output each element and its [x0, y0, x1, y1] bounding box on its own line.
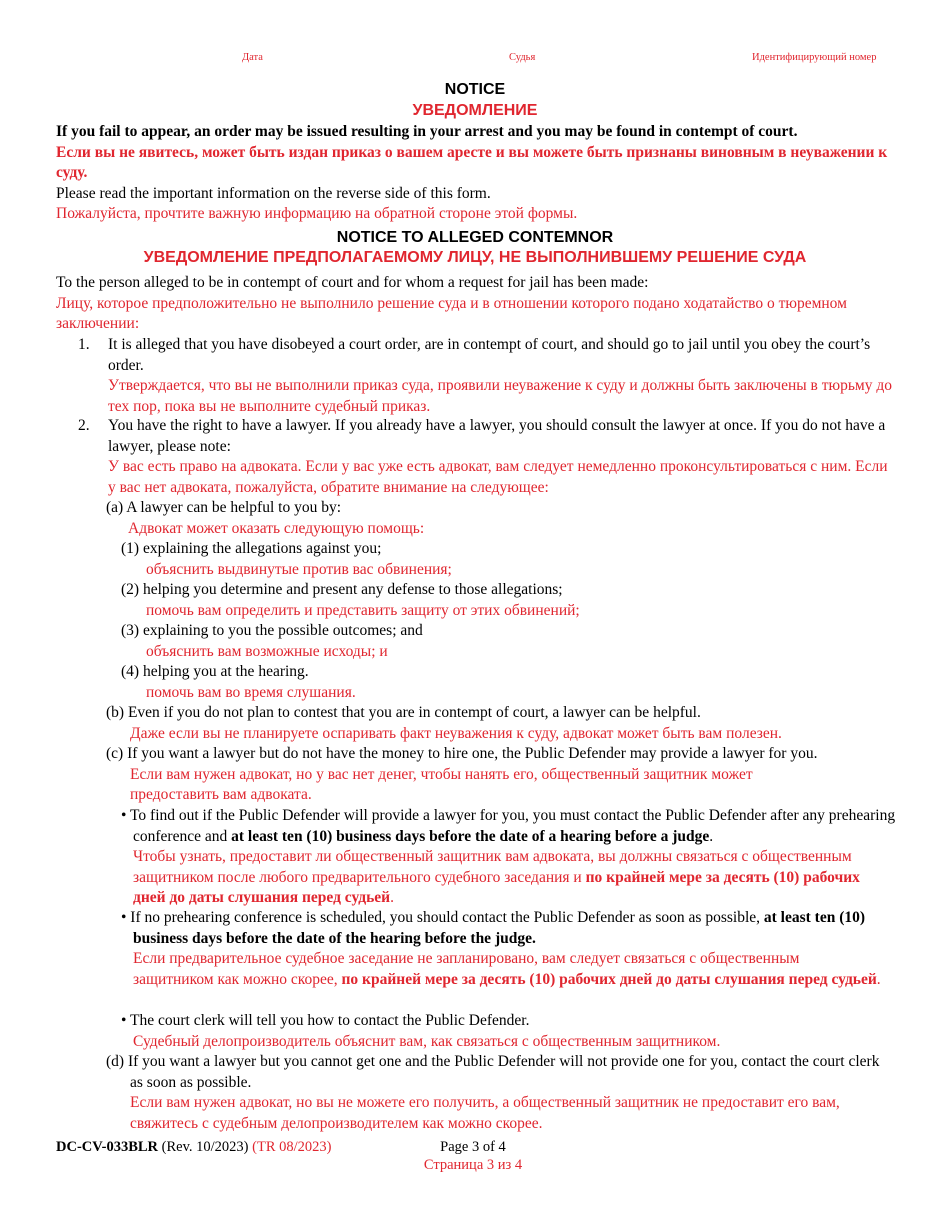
read-reverse-en: Please read the important information on the reverse side of this form.	[56, 184, 491, 202]
bullet-1-en-text: • To find out if the Public Defender will provide a lawyer for you, you must contact the Public Defender after any prehearing conference and	[121, 807, 896, 845]
translation-revision: (TR 08/2023)	[252, 1139, 332, 1155]
bullet-1	[121, 806, 900, 909]
item-1-en: It is alleged that you have disobeyed a court order, are in contempt of court, and should go to jail until you obey the court’s order.	[108, 336, 871, 374]
sub-c-ru: Если вам нужен адвокат, но у вас нет денег, чтобы нанять его, общественный защитник может предоставить вам адвоката.	[130, 765, 753, 803]
bullet-2-ru	[121, 949, 900, 990]
warning-ru: Если вы не явитесь, может быть издан приказ о вашем аресте и вы можете быть признаны виновным в неуважении к суду.	[56, 143, 888, 181]
sub-a4-en: (4) helping you at the hearing.	[121, 663, 309, 680]
item-2-en: You have the right to have a lawyer. If you already have a lawyer, you should consult the lawyer at once. If you do not have a lawyer, please note:	[108, 417, 886, 455]
bullet-2-en-text: • If no prehearing conference is scheduled, you should contact the Public Defender as soon as possible,	[121, 909, 764, 926]
sub-b-ru: Даже если вы не планируете оспаривать факт неуважения к суду, адвокат может быть вам полезен.	[130, 724, 782, 742]
bullet-3-ru: Судебный делопроизводитель объяснит вам, как связаться с общественным защитником.	[133, 1032, 721, 1050]
item-1-number: 1.	[78, 336, 90, 353]
form-revision: (Rev. 10/2023)	[158, 1139, 253, 1155]
item-1-ru: Утверждается, что вы не выполнили приказ суда, проявили неуважение к суду и должны быть заключены в тюрьму до тех пор, пока вы не выполните судебный приказ.	[108, 377, 892, 415]
sub-a2-en: (2) helping you determine and present any defense to those allegations;	[121, 581, 563, 598]
sub-a3-ru: объяснить вам возможные исходы; и	[146, 642, 388, 660]
sub-c	[106, 744, 900, 806]
read-reverse-ru: Пожалуйста, прочтите важную информацию на обратной стороне этой формы.	[56, 205, 578, 222]
sub-d-ru: Если вам нужен адвокат, но вы не можете его получить, а общественный защитник не предоставит его вам, свяжитесь с судебным делопроизводителем как можно скорее.	[130, 1094, 840, 1132]
item-2-number: 2.	[78, 417, 90, 434]
item-1	[108, 335, 896, 417]
bullet-1-en-bold: at least ten (10) business days before the date of a hearing before a judge	[231, 827, 710, 845]
sub-d	[106, 1052, 896, 1134]
bullet-2-en-bold: at least ten (10) business days before the date of the hearing before the judge.	[133, 909, 866, 947]
sub-b	[106, 703, 894, 744]
bullet-1-en-end: .	[709, 827, 714, 845]
form-number: DC-CV-033BLR	[56, 1139, 159, 1155]
bullet-1-ru	[121, 847, 900, 909]
sub-d-en: (d) If you want a lawyer but you cannot get one and the Public Defender will not provide one for you, contact the court clerk as soon as possible.	[106, 1053, 880, 1091]
intro-ru: Лицу, которое предположительно не выполнило решение суда и в отношении которого подано ходатайство о тюремном заключении:	[56, 294, 847, 332]
notice-title: NOTICE	[444, 81, 506, 98]
page-number-ru: Страница 3 из 4	[423, 1157, 523, 1173]
date-label: Дата	[242, 52, 263, 63]
notice-title-ru: УВЕДОМЛЕНИЕ	[412, 102, 538, 119]
contemnor-intro	[56, 273, 894, 335]
bullet-1-en	[121, 806, 900, 847]
warning-en: If you fail to appear, an order may be issued resulting in your arrest and you may be found in contempt of court.	[56, 123, 798, 140]
judge-label: Судья	[509, 52, 536, 63]
sub-a1-ru: объяснить выдвинутые против вас обвинения;	[146, 560, 452, 578]
bullet-2-ru-bold: по крайней мере за десять (10) рабочих дней до даты слушания перед судьей	[341, 970, 877, 988]
sub-c-en: (c) If you want a lawyer but do not have the money to hire one, the Public Defender may provide a lawyer for you.	[106, 745, 818, 762]
bullet-3-en: • The court clerk will tell you how to contact the Public Defender.	[121, 1012, 530, 1029]
sub-a2-ru: помочь вам определить и представить защиту от этих обвинений;	[146, 601, 580, 619]
contemnor-title: NOTICE TO ALLEGED CONTEMNOR	[336, 229, 614, 246]
bullet-1-ru-end: .	[390, 889, 394, 906]
id-number-label: Идентифицирующий номер	[752, 52, 877, 63]
sub-a-en: (a) A lawyer can be helpful to you by:	[106, 499, 342, 516]
bullet-2	[121, 908, 900, 990]
bullet-1-ru-bold: по крайней мере за десять (10) рабочих дней до даты слушания перед судьей	[133, 868, 860, 906]
sub-a-ru: Адвокат может оказать следующую помощь:	[128, 519, 425, 537]
form-id	[56, 1138, 331, 1156]
bullet-2-ru-text: Если предварительное судебное заседание не запланировано, вам следует связаться с общественным защитником как можно скорее,	[133, 950, 800, 988]
notice-body	[56, 122, 894, 225]
bullet-2-en	[121, 908, 900, 949]
sub-a	[106, 498, 894, 539]
intro-en: To the person alleged to be in contempt of court and for whom a request for jail has been made:	[56, 274, 649, 291]
bullet-2-ru-end: .	[876, 970, 881, 988]
item-2	[108, 416, 896, 498]
page-number: Page 3 of 4	[440, 1139, 506, 1155]
sub-a-list	[121, 539, 894, 703]
sub-a4-ru: помочь вам во время слушания.	[146, 683, 356, 701]
sub-a1-en: (1) explaining the allegations against you;	[121, 540, 382, 557]
contemnor-title-ru: УВЕДОМЛЕНИЕ ПРЕДПОЛАГАЕМОМУ ЛИЦУ, НЕ ВЫПОЛНИВШЕМУ РЕШЕНИЕ СУДА	[143, 249, 807, 266]
bullet-3	[121, 1011, 900, 1052]
item-2-ru: У вас есть право на адвоката. Если у вас уже есть адвокат, вам следует немедленно проконсультироваться с ним. Если у вас нет адвоката, пожалуйста, обратите внимание на следующее:	[108, 458, 888, 496]
bullet-1-ru-text: Чтобы узнать, предоставит ли общественный защитник вам адвоката, вы должны связаться с общественным защитником после любого предварительного судебного заседания и	[133, 848, 852, 886]
sub-b-en: (b) Even if you do not plan to contest that you are in contempt of court, a lawyer can be helpful.	[106, 704, 701, 721]
sub-a3-en: (3) explaining to you the possible outcomes; and	[121, 622, 423, 639]
